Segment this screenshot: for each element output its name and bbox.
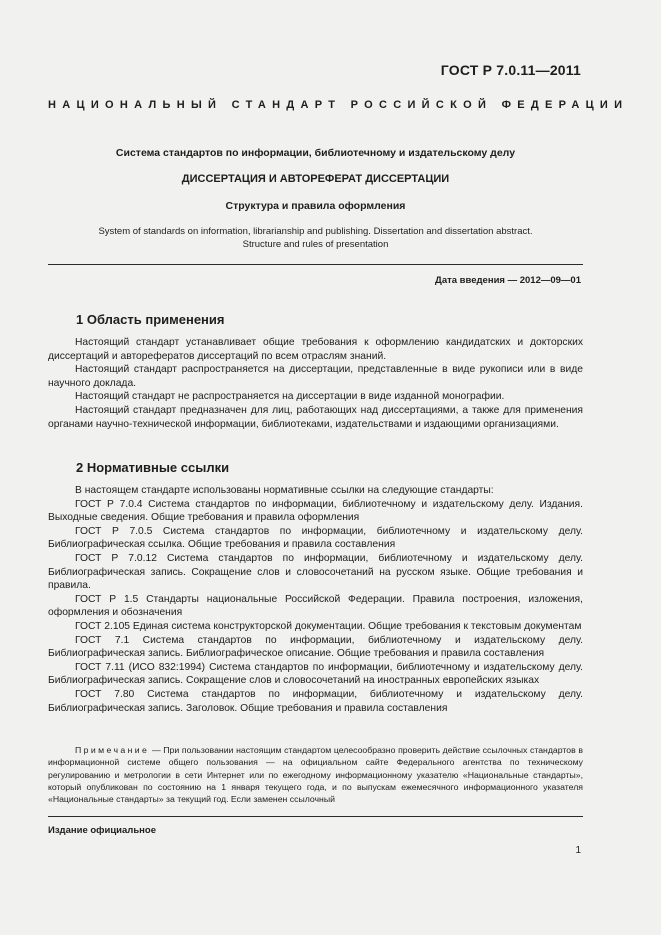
note-label: Примечание — [75, 745, 150, 755]
note-block — [48, 744, 583, 805]
reference-item: ГОСТ Р 7.0.5 Система стандартов по информации, библиотечному и издательскому делу. Библиографическая ссылка. Общие требования и правила составления — [48, 525, 583, 551]
english-title-line-2: Structure and rules of presentation — [242, 238, 389, 250]
section-1-heading: 1 Область применения — [76, 312, 225, 327]
paragraph: В настоящем стандарте использованы нормативные ссылки на следующие стандарты: — [75, 485, 494, 496]
system-title: Система стандартов по информации, библиотечному и издательскому делу — [115, 147, 516, 159]
section-2-heading: 2 Нормативные ссылки — [76, 460, 230, 475]
official-edition-label: Издание официальное — [48, 825, 156, 836]
paragraph: Настоящий стандарт устанавливает общие требования к оформлению кандидатских и докторских диссертаций и авторефератов диссертаций по всем отраслям знаний. — [48, 337, 583, 362]
gost-number: ГОСТ Р 7.0.11—2011 — [440, 62, 581, 78]
paragraph: Настоящий стандарт предназначен для лиц, работающих над диссертациями, а также для применения органами научно-технической информации, библиотеками, издательствами и издающими организациями. — [48, 404, 583, 430]
document-title: ДИССЕРТАЦИЯ И АВТОРЕФЕРАТ ДИССЕРТАЦИИ — [181, 173, 450, 185]
introduction-date: Дата введения — 2012—09—01 — [435, 275, 581, 286]
reference-item: ГОСТ 7.11 (ИСО 832:1994) Система стандартов по информации, библиотечному и издательскому делу. Библиографическая запись. Сокращение слов и словосочетаний на иностранных европейских языках — [48, 661, 583, 687]
reference-item: ГОСТ Р 7.0.12 Система стандартов по информации, библиотечному и издательскому делу. Библиографическая запись. Сокращение слов и словосочетаний на русском языке. Общие требования и правила. — [48, 552, 583, 592]
reference-item: ГОСТ Р 1.5 Стандарты национальные Российской Федерации. Правила построения, изложения, оформления и обозначения — [48, 593, 583, 619]
footer-divider — [48, 816, 583, 817]
reference-item: ГОСТ 7.80 Система стандартов по информации, библиотечному и издательскому делу. Библиографическая запись. Заголовок. Общие требования и правила составления — [48, 688, 583, 714]
national-standard-title: НАЦИОНАЛЬНЫЙ СТАНДАРТ РОССИЙСКОЙ ФЕДЕРАЦИИ — [48, 99, 629, 111]
document-subtitle: Структура и правила оформления — [225, 200, 406, 212]
paragraph: Настоящий стандарт распространяется на диссертации, представленные в виде рукописи или в виде научного доклада. — [48, 364, 583, 389]
note-text: — При пользовании настоящим стандартом целесообразно проверить действие ссылочных стандартов в информационной системе общего пользования — на официальном сайте Федерального агентства по техническому регулированию и метрологии в сети Интернет или по ежегодному информационному указателю «Национальные стандарты», который опубликован по состоянию на 1 января текущего года, и по выпускам ежемесячного информационного указателя «Национальные стандарты» за текущий год. Если заменен ссылочный — [48, 745, 583, 805]
paragraph: Настоящий стандарт не распространяется на диссертации в виде изданной монографии. — [75, 391, 505, 403]
reference-item: ГОСТ 2.105 Единая система конструкторской документации. Общие требования к текстовым документам — [75, 620, 582, 632]
section-2-body — [48, 484, 583, 715]
section-1-body — [48, 336, 583, 431]
reference-item: ГОСТ Р 7.0.4 Система стандартов по информации, библиотечному и издательскому делу. Издания. Выходные сведения. Общие требования и правила оформления — [48, 498, 583, 524]
page-number: 1 — [575, 845, 581, 856]
reference-item: ГОСТ 7.1 Система стандартов по информации, библиотечному и издательскому делу. Библиографическая запись. Библиографическое описание. Общие требования и правила составления — [48, 634, 583, 660]
title-divider — [48, 264, 583, 265]
note-paragraph — [48, 744, 583, 805]
english-title — [48, 226, 583, 251]
english-title-line-1: System of standards on information, librarianship and publishing. Dissertation and dissertation abstract. — [98, 226, 533, 237]
